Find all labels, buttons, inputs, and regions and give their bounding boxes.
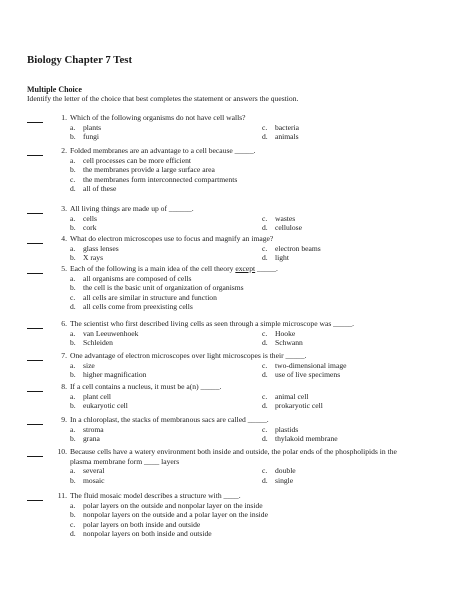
choice-text: glass lenses bbox=[83, 243, 119, 253]
answer-blank[interactable] bbox=[27, 328, 43, 329]
instructions-text: Identify the letter of the choice that best completes the statement or answers the question. bbox=[27, 94, 299, 103]
choice-text: thylakoid membrane bbox=[275, 434, 338, 444]
choice-letter: b. bbox=[70, 253, 76, 263]
choice-text: prokaryotic cell bbox=[275, 401, 323, 411]
question-text: Folded membranes are an advantage to a cell because _____. bbox=[70, 146, 256, 155]
choice-text: the membranes provide a large surface area bbox=[83, 165, 215, 175]
choice-text: plastids bbox=[275, 424, 299, 434]
choice-letter: d. bbox=[70, 184, 76, 194]
choice-text: plant cell bbox=[83, 391, 112, 401]
choice-text: plants bbox=[83, 122, 102, 132]
question-text: All living things are made up of ______. bbox=[70, 204, 194, 213]
choice-text: size bbox=[83, 360, 95, 370]
choice-letter: b. bbox=[70, 283, 76, 293]
choice-letter: c. bbox=[262, 243, 268, 253]
choice-letter: b. bbox=[70, 401, 76, 411]
answer-blank[interactable] bbox=[27, 213, 43, 214]
choice-letter: b. bbox=[70, 370, 76, 380]
choice-letter: c. bbox=[70, 519, 76, 529]
choice-text: all of these bbox=[83, 184, 117, 194]
choice-text: all cells are similar in structure and function bbox=[83, 292, 217, 302]
choice-letter: a. bbox=[70, 500, 76, 510]
choice-text: nonpolar layers on the outside and a polar layer on the inside bbox=[83, 510, 268, 520]
choice-text: higher magnification bbox=[83, 370, 147, 380]
choice-letter: d. bbox=[262, 223, 268, 233]
question-text: If a cell contains a nucleus, it must be a(n) _____. bbox=[70, 382, 222, 391]
choice-letter: a. bbox=[70, 391, 76, 401]
choice-letter: d. bbox=[262, 434, 268, 444]
question-text: In a chloroplast, the stacks of membranous sacs are called _____. bbox=[70, 415, 269, 424]
choice-letter: a. bbox=[70, 155, 76, 165]
question-number: 11. bbox=[57, 491, 67, 500]
choice-text: eukaryotic cell bbox=[83, 401, 128, 411]
section-heading: Multiple Choice bbox=[27, 85, 82, 94]
question-text: Because cells have a watery environment both inside and outside, the polar ends of the phospholipids in the bbox=[70, 447, 397, 456]
answer-blank[interactable] bbox=[27, 456, 43, 457]
answer-blank[interactable] bbox=[27, 122, 43, 123]
choice-letter: d. bbox=[262, 401, 268, 411]
question-number: 3. bbox=[61, 204, 67, 213]
answer-blank[interactable] bbox=[27, 424, 43, 425]
choice-letter: a. bbox=[70, 328, 76, 338]
choice-letter: c. bbox=[262, 391, 268, 401]
question-text: Each of the following is a main idea of the cell theory except _____. bbox=[70, 264, 278, 273]
choice-letter: a. bbox=[70, 466, 76, 476]
choice-letter: a. bbox=[70, 213, 76, 223]
choice-letter: d. bbox=[262, 338, 268, 348]
choice-text: Schleiden bbox=[83, 338, 113, 348]
emphasis-text: except bbox=[235, 264, 256, 273]
choice-text: Schwann bbox=[275, 338, 303, 348]
choice-letter: d. bbox=[70, 302, 76, 312]
question-number: 1. bbox=[61, 113, 67, 122]
choice-text: double bbox=[275, 466, 296, 476]
choice-letter: c. bbox=[70, 292, 76, 302]
choice-letter: d. bbox=[262, 370, 268, 380]
question-text: Which of the following organisms do not have cell walls? bbox=[70, 113, 246, 122]
choice-text: light bbox=[275, 253, 289, 263]
page-title: Biology Chapter 7 Test bbox=[27, 54, 133, 66]
question-number: 9. bbox=[61, 415, 67, 424]
question-number: 7. bbox=[61, 351, 67, 360]
choice-letter: d. bbox=[262, 253, 268, 263]
choice-letter: a. bbox=[70, 360, 76, 370]
choice-text: X rays bbox=[83, 253, 104, 263]
choice-letter: d. bbox=[262, 475, 268, 485]
question-item bbox=[0, 492, 474, 562]
choice-text: all organisms are composed of cells bbox=[83, 273, 192, 283]
choice-letter: a. bbox=[70, 424, 76, 434]
question-number: 6. bbox=[61, 319, 67, 328]
question-text: plasma membrane form ____ layers bbox=[70, 456, 180, 466]
question-text: The scientist who first described living cells as seen through a simple microscope was _____. bbox=[70, 319, 355, 328]
answer-blank[interactable] bbox=[27, 500, 43, 501]
answer-blank[interactable] bbox=[27, 243, 43, 244]
choice-text: polar layers on the outside and nonpolar layer on the inside bbox=[83, 500, 263, 510]
answer-blank[interactable] bbox=[27, 360, 43, 361]
choice-letter: d. bbox=[262, 132, 268, 142]
choice-letter: d. bbox=[70, 529, 76, 539]
choice-text: single bbox=[275, 475, 294, 485]
choice-letter: a. bbox=[70, 122, 76, 132]
choice-text: van Leeuwenhoek bbox=[83, 328, 139, 338]
choice-text: two-dimensional image bbox=[275, 360, 347, 370]
choice-letter: b. bbox=[70, 434, 76, 444]
answer-blank[interactable] bbox=[27, 273, 43, 274]
choice-text: the cell is the basic unit of organization of organisms bbox=[83, 283, 244, 293]
question-number: 5. bbox=[61, 264, 67, 273]
choice-letter: c. bbox=[262, 466, 268, 476]
question-text: One advantage of electron microscopes over light microscopes is their _____. bbox=[70, 351, 307, 360]
choice-letter: b. bbox=[70, 475, 76, 485]
choice-letter: c. bbox=[262, 213, 268, 223]
answer-blank[interactable] bbox=[27, 391, 43, 392]
question-number: 4. bbox=[61, 234, 67, 243]
choice-text: stroma bbox=[83, 424, 104, 434]
choice-text: Hooke bbox=[275, 328, 296, 338]
question-text: What do electron microscopes use to focus and magnify an image? bbox=[70, 234, 274, 243]
choice-letter: a. bbox=[70, 273, 76, 283]
choice-text: cellulose bbox=[275, 223, 302, 233]
choice-text: cells bbox=[83, 213, 97, 223]
choice-letter: b. bbox=[70, 510, 76, 520]
question-number: 8. bbox=[61, 382, 67, 391]
choice-text: animals bbox=[275, 132, 299, 142]
choice-letter: c. bbox=[262, 360, 268, 370]
choice-text: use of live specimens bbox=[275, 370, 341, 380]
choice-text: bacteria bbox=[275, 122, 300, 132]
choice-text: wastes bbox=[275, 213, 296, 223]
choice-letter: c. bbox=[262, 122, 268, 132]
question-number: 2. bbox=[61, 146, 67, 155]
choice-text: electron beams bbox=[275, 243, 321, 253]
choice-text: animal cell bbox=[275, 391, 309, 401]
question-number: 10. bbox=[57, 447, 67, 456]
choice-text: polar layers on both inside and outside bbox=[83, 519, 201, 529]
choice-letter: b. bbox=[70, 165, 76, 175]
choice-text: grana bbox=[83, 434, 100, 444]
choice-letter: c. bbox=[262, 328, 268, 338]
choice-letter: a. bbox=[70, 243, 76, 253]
choice-text: cell processes can be more efficient bbox=[83, 155, 192, 165]
choice-text: cork bbox=[83, 223, 97, 233]
choice-text: all cells come from preexisting cells bbox=[83, 302, 193, 312]
choice-letter: b. bbox=[70, 132, 76, 142]
choice-letter: b. bbox=[70, 223, 76, 233]
choice-text: several bbox=[83, 466, 105, 476]
choice-text: mosaic bbox=[83, 475, 105, 485]
choice-letter: c. bbox=[262, 424, 268, 434]
choice-text: fungi bbox=[83, 132, 100, 142]
choice-text: nonpolar layers on both inside and outside bbox=[83, 529, 212, 539]
question-text: The fluid mosaic model describes a structure with ____. bbox=[70, 491, 241, 500]
choice-letter: b. bbox=[70, 338, 76, 348]
choice-text: the membranes form interconnected compartments bbox=[83, 174, 238, 184]
answer-blank[interactable] bbox=[27, 155, 43, 156]
choice-letter: c. bbox=[70, 174, 76, 184]
